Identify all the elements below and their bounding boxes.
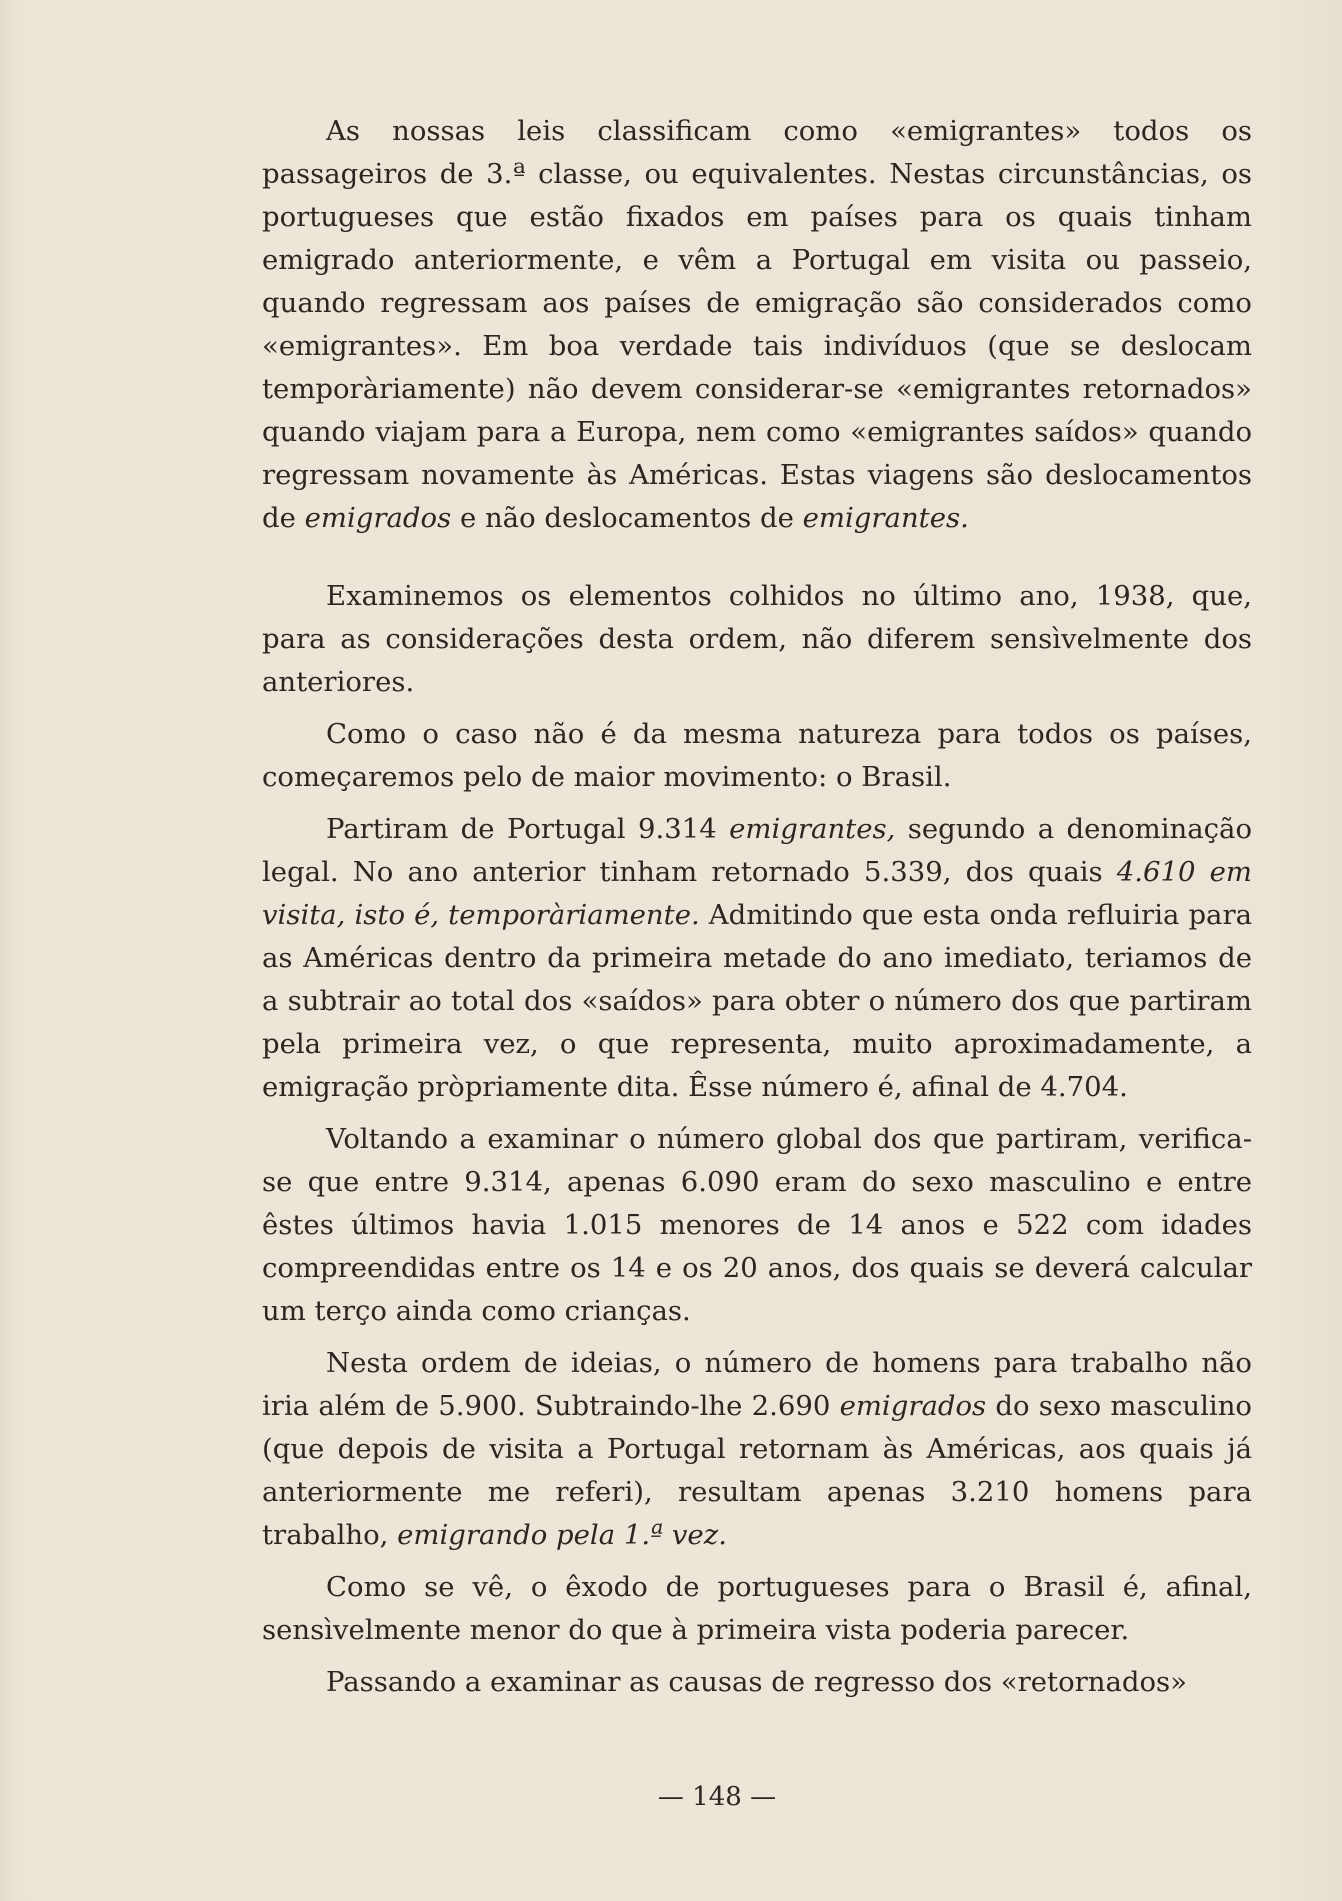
text-run: Como se vê, o êxodo de portugueses para o Brasil é, afinal, sensìvelmente menor do que à primeira vista poderia parecer.	[262, 1571, 1252, 1646]
text-run: e não deslocamentos de	[451, 502, 803, 534]
paragraph-spacer	[262, 540, 1252, 575]
text-run: Nesta ordem de ideias, o número de homens para trabalho não iria além de 5.900. Subtraindo-lhe 2.690	[262, 1347, 1252, 1422]
text-run: Partiram de Portugal 9.314	[326, 813, 730, 845]
paragraph-6	[262, 1342, 1252, 1557]
paragraph-2	[262, 575, 1252, 704]
body-text	[262, 110, 1252, 1704]
page-number: — 148 —	[657, 1782, 777, 1812]
text-run: Admitindo que esta onda refluiria para as Américas dentro da primeira metade do ano imediato, teriamos de a subtrair ao total dos «saídos» para obter o número dos que partiram pela primeira vez, o que representa, muito aproximadamente, a emigração pròpriamente dita. Êsse número é, afinal de 4.704.	[262, 899, 1252, 1103]
paragraph-4	[262, 808, 1252, 1109]
paragraph-5	[262, 1118, 1252, 1333]
paragraph-7	[262, 1566, 1252, 1652]
italic-text-run: emigrados	[839, 1390, 987, 1422]
text-run: Voltando a examinar o número global dos que partiram, verifica-se que entre 9.314, apenas 6.090 eram do sexo masculino e entre êstes últimos havia 1.015 menores de 14 anos e 522 com idades compreendidas entre os 14 e os 20 anos, dos quais se deverá calcular um terço ainda como crianças.	[262, 1123, 1252, 1327]
italic-text-run: emigrantes,	[729, 813, 896, 845]
text-run: Examinemos os elementos colhidos no último ano, 1938, que, para as considerações desta ordem, não diferem sensìvelmente dos anteriores.	[262, 580, 1252, 698]
paragraph-8	[262, 1661, 1252, 1704]
paragraph-3	[262, 713, 1252, 799]
paragraph-1	[262, 110, 1252, 540]
italic-text-run: emigrados	[304, 502, 452, 534]
text-run: As nossas leis classificam como «emigrantes» todos os passageiros de 3.ª classe, ou equivalentes. Nestas circunstâncias, os portugueses que estão fixados em países para os quais tinham emigrado anteriormente, e vêm a Portugal em visita ou passeio, quando regressam aos países de emigração são considerados como «emigrantes». Em boa verdade tais indivíduos (que se deslocam temporàriamente) não devem considerar-se «emigrantes retornados» quando viajam para a Europa, nem como «emigrantes saídos» quando regressam novamente às Américas. Estas viagens são deslocamentos de	[262, 115, 1252, 534]
text-run: Passando a examinar as causas de regresso dos «retornados»	[326, 1666, 1187, 1698]
text-run: Como o caso não é da mesma natureza para todos os países, começaremos pelo de maior movimento: o Brasil.	[262, 718, 1252, 793]
italic-text-run: emigrando pela 1.ª vez.	[397, 1519, 727, 1551]
italic-text-run: 4.610 em visita, isto é, temporàriamente.	[262, 856, 1252, 931]
italic-text-run: emigrantes.	[802, 502, 969, 534]
text-run: segundo a denominação legal. No ano anterior tinham retornado 5.339, dos quais	[262, 813, 1253, 888]
text-run: do sexo masculino (que depois de visita a Portugal retornam às Américas, aos quais já anteriormente me referi), resultam apenas 3.210 homens para trabalho,	[262, 1390, 1252, 1551]
